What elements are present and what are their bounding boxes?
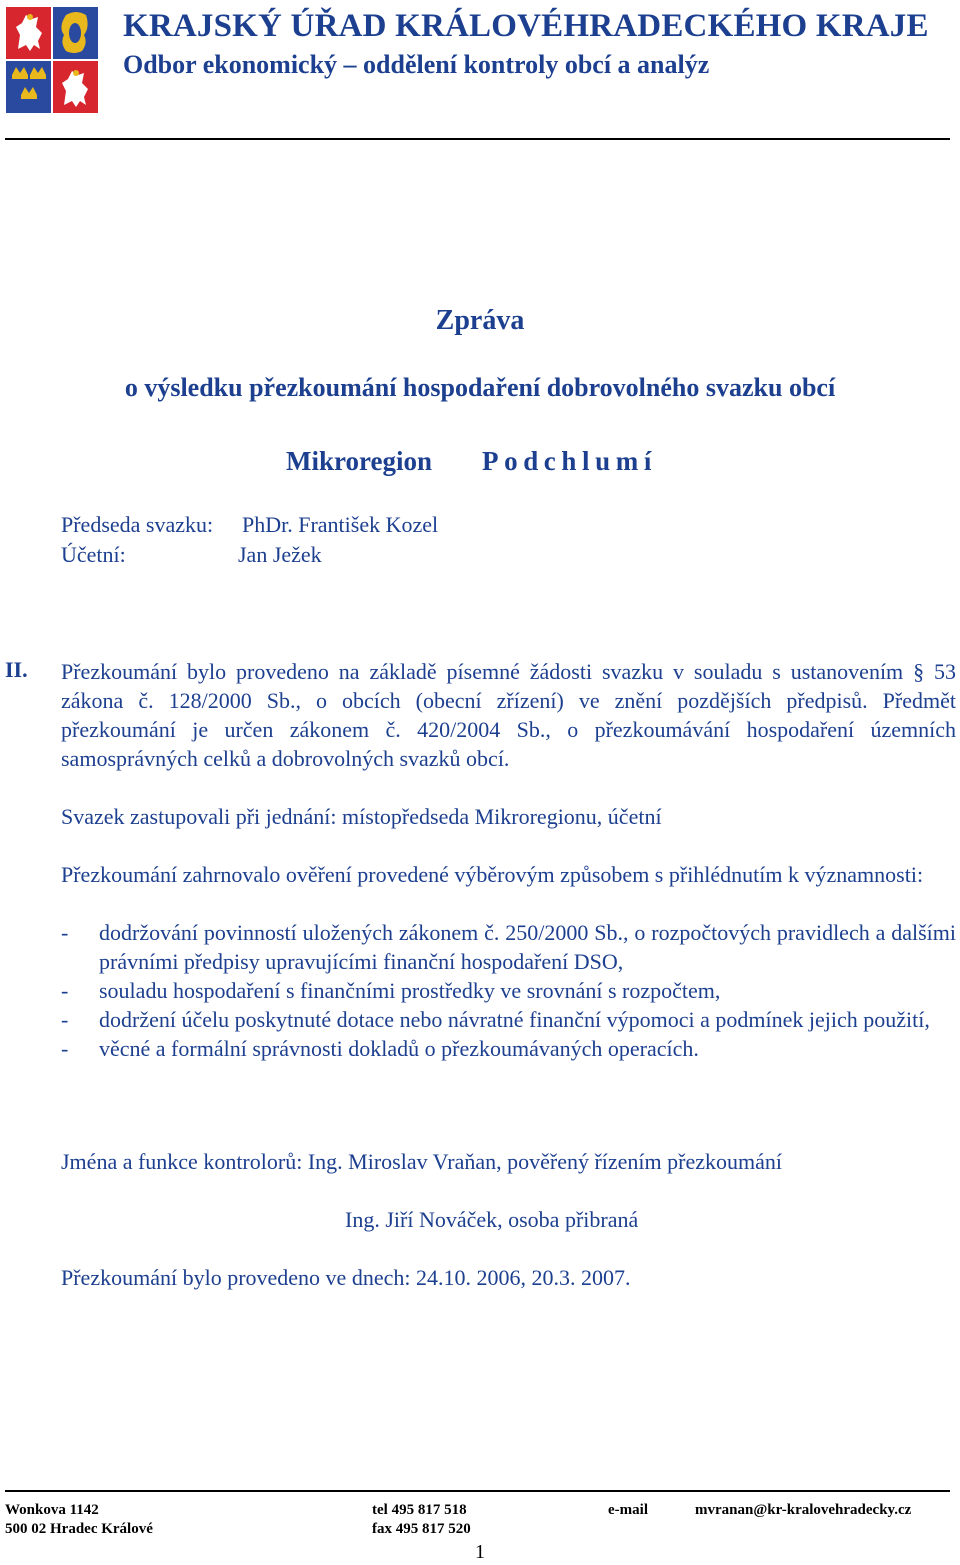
page-number: 1 bbox=[475, 1541, 485, 1563]
list-item bbox=[61, 1005, 956, 1034]
bullet-marker: - bbox=[61, 978, 69, 1003]
representatives-paragraph: Svazek zastupovali při jednání: místopředseda Mikroregionu, účetní bbox=[61, 804, 662, 829]
bullet-marker: - bbox=[61, 1007, 69, 1032]
footer-phone: tel 495 817 518 bbox=[372, 1502, 467, 1518]
region-name: Podchlumí bbox=[482, 446, 657, 476]
header-divider bbox=[5, 138, 950, 140]
controllers-line-second: Ing. Jiří Nováček, osoba přibraná bbox=[345, 1207, 639, 1232]
coat-of-arms-icon bbox=[4, 5, 100, 115]
footer-email[interactable]: mvranan@kr-kralovehradecky.cz bbox=[695, 1502, 912, 1518]
scope-paragraph: Přezkoumání zahrnovalo ověření provedené výběrovým způsobem s přihlédnutím k významnosti: bbox=[61, 862, 924, 887]
footer-address-city: 500 02 Hradec Králové bbox=[5, 1521, 153, 1537]
footer-fax: fax 495 817 520 bbox=[372, 1521, 471, 1537]
list-item bbox=[61, 976, 956, 1005]
list-item-text: souladu hospodaření s finančními prostředky ve srovnání s rozpočtem, bbox=[99, 978, 721, 1003]
list-item-text: věcné a formální správnosti dokladů o přezkoumávaných operacích. bbox=[99, 1036, 699, 1061]
footer-address-street: Wonkova 1142 bbox=[5, 1502, 99, 1518]
accountant-value: Jan Ježek bbox=[238, 542, 322, 567]
office-title: KRAJSKÝ ÚŘAD KRÁLOVÉHRADECKÉHO KRAJE bbox=[123, 8, 929, 44]
footer-divider bbox=[5, 1490, 950, 1492]
scope-list bbox=[61, 918, 956, 1063]
list-item-text: dodržování povinností uložených zákonem č. 250/2000 Sb., o rozpočtových pravidlech a dalšími právními předpisy upravujícími finanční hospodaření DSO, bbox=[99, 920, 956, 974]
accountant-label: Účetní: bbox=[61, 542, 126, 567]
region-label: Mikroregion bbox=[286, 446, 432, 476]
department-name: Odbor ekonomický – oddělení kontroly obcí a analýz bbox=[123, 50, 710, 79]
list-item-text: dodržení účelu poskytnuté dotace nebo návratné finanční výpomoci a podmínek jejich použití, bbox=[99, 1007, 930, 1032]
list-item bbox=[61, 1034, 956, 1063]
bullet-marker: - bbox=[61, 920, 69, 945]
bullet-marker: - bbox=[61, 1036, 69, 1061]
report-title: Zpráva bbox=[435, 305, 525, 336]
controllers-line: Jména a funkce kontrolorů: Ing. Miroslav Vraňan, pověřený řízením přezkoumání bbox=[61, 1149, 782, 1174]
chair-label: Předseda svazku: bbox=[61, 512, 214, 537]
legal-basis-paragraph: Přezkoumání bylo provedeno na základě písemné žádosti svazku v souladu s ustanovením § 53 zákona č. 128/2000 Sb., o obcích (obecní zřízení) ve znění pozdějších předpisů. Předmět přezkoumání je určen zákonem č. 420/2004 Sb., o přezkoumávání hospodaření územních samosprávných celků a dobrovolných svazků obcí. bbox=[61, 659, 956, 771]
footer-email-label: e-mail bbox=[608, 1502, 648, 1518]
report-subtitle: o výsledku přezkoumání hospodaření dobrovolného svazku obcí bbox=[124, 373, 836, 402]
list-item bbox=[61, 918, 956, 976]
review-dates: Přezkoumání bylo provedeno ve dnech: 24.10. 2006, 20.3. 2007. bbox=[61, 1265, 631, 1290]
chair-value: PhDr. František Kozel bbox=[242, 512, 439, 537]
section-number: II. bbox=[5, 657, 28, 682]
